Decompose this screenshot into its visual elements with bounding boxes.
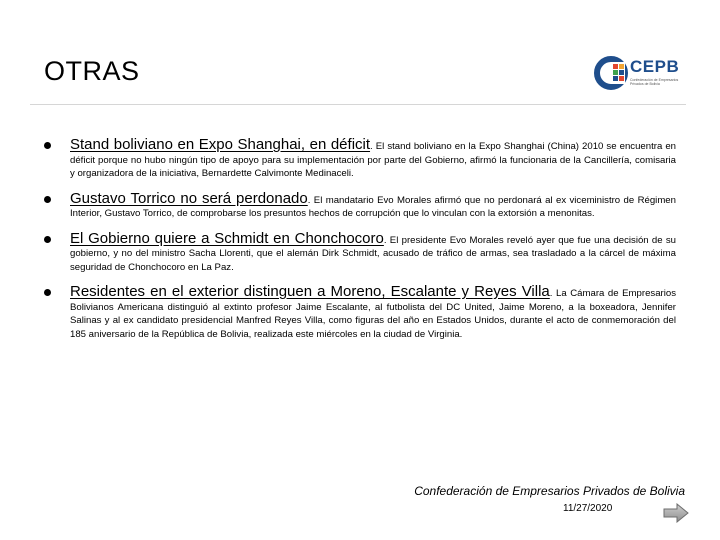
news-body: . La Cámara de Empresarios Bolivianos Americana distinguió al extinto profesor Jaime Escalante, al futbolista del DC United, Jaime Moreno, a la boxeadora, Jennifer Salinas y al ex candidato presidencial Manfred Reyes Villa, como figuras del año en Estados Unidos, durante el acto de conmemoración del 185 aniversario de la República de Bolivia, realizada este miércoles en la ciudad de Virginia. xyxy=(70,288,677,340)
bullet-icon xyxy=(44,142,51,149)
footer-organization: Confederación de Empresarios Privados de Bolivia xyxy=(414,484,685,498)
arrow-right-icon xyxy=(662,503,690,523)
news-item xyxy=(40,285,676,341)
bullet-icon xyxy=(44,236,51,243)
logo-subtitle: Confederación de Empresarios Privados de Bolivia xyxy=(630,78,679,86)
news-item xyxy=(40,189,676,221)
footer-date: 11/27/2020 xyxy=(563,503,613,514)
news-headline-link[interactable]: Residentes en el exterior distinguen a Moreno, Escalante y Reyes Villa xyxy=(70,283,550,300)
news-paragraph xyxy=(70,229,676,275)
news-item xyxy=(40,229,676,275)
logo-text: CEPB xyxy=(630,57,680,76)
news-paragraph xyxy=(70,138,676,181)
news-headline-link[interactable]: Stand boliviano en Expo Shanghai, en déficit xyxy=(70,136,371,153)
next-slide-button[interactable] xyxy=(662,503,690,523)
title-divider xyxy=(30,104,686,105)
news-body: . El mandatario Evo Morales afirmó que no perdonará al ex viceministro de Régimen Interior, Gustavo Torrico, de comprobarse los presuntos hechos de corrupción que lo vinculan con la extorsión a menonitas. xyxy=(70,194,676,219)
news-body: . El presidente Evo Morales reveló ayer que fue una decisión de su gobierno, y no del ministro Sacha Llorenti, que el alemán Dirk Schmidt, acusado de tráfico de armas, sea trasladado a la cárcel de máxima seguridad de Chonchocoro en La Paz. xyxy=(70,234,676,273)
bullet-icon xyxy=(44,196,51,203)
news-headline-link[interactable]: El Gobierno quiere a Schmidt en Chonchocoro xyxy=(70,229,384,247)
news-paragraph xyxy=(70,189,676,221)
news-paragraph xyxy=(70,285,676,341)
news-list xyxy=(40,138,676,352)
cepb-logo xyxy=(594,56,684,92)
news-item xyxy=(40,138,676,181)
slide-title: OTRAS xyxy=(44,56,140,86)
news-body: . El stand boliviano en la Expo Shanghai (China) 2010 se encuentra en déficit porque no hubo ningún tipo de apoyo para su implementación por parte del Gobierno, afirmó la funcionaria de la Cancillería, comisaria y organizadora de la iniciativa, Bernardette Calvimonte Medinaceli. xyxy=(70,141,676,179)
news-headline-link[interactable]: Gustavo Torrico no será perdonado xyxy=(70,189,308,207)
bullet-icon xyxy=(44,289,51,296)
logo-emblem-icon xyxy=(594,56,628,90)
